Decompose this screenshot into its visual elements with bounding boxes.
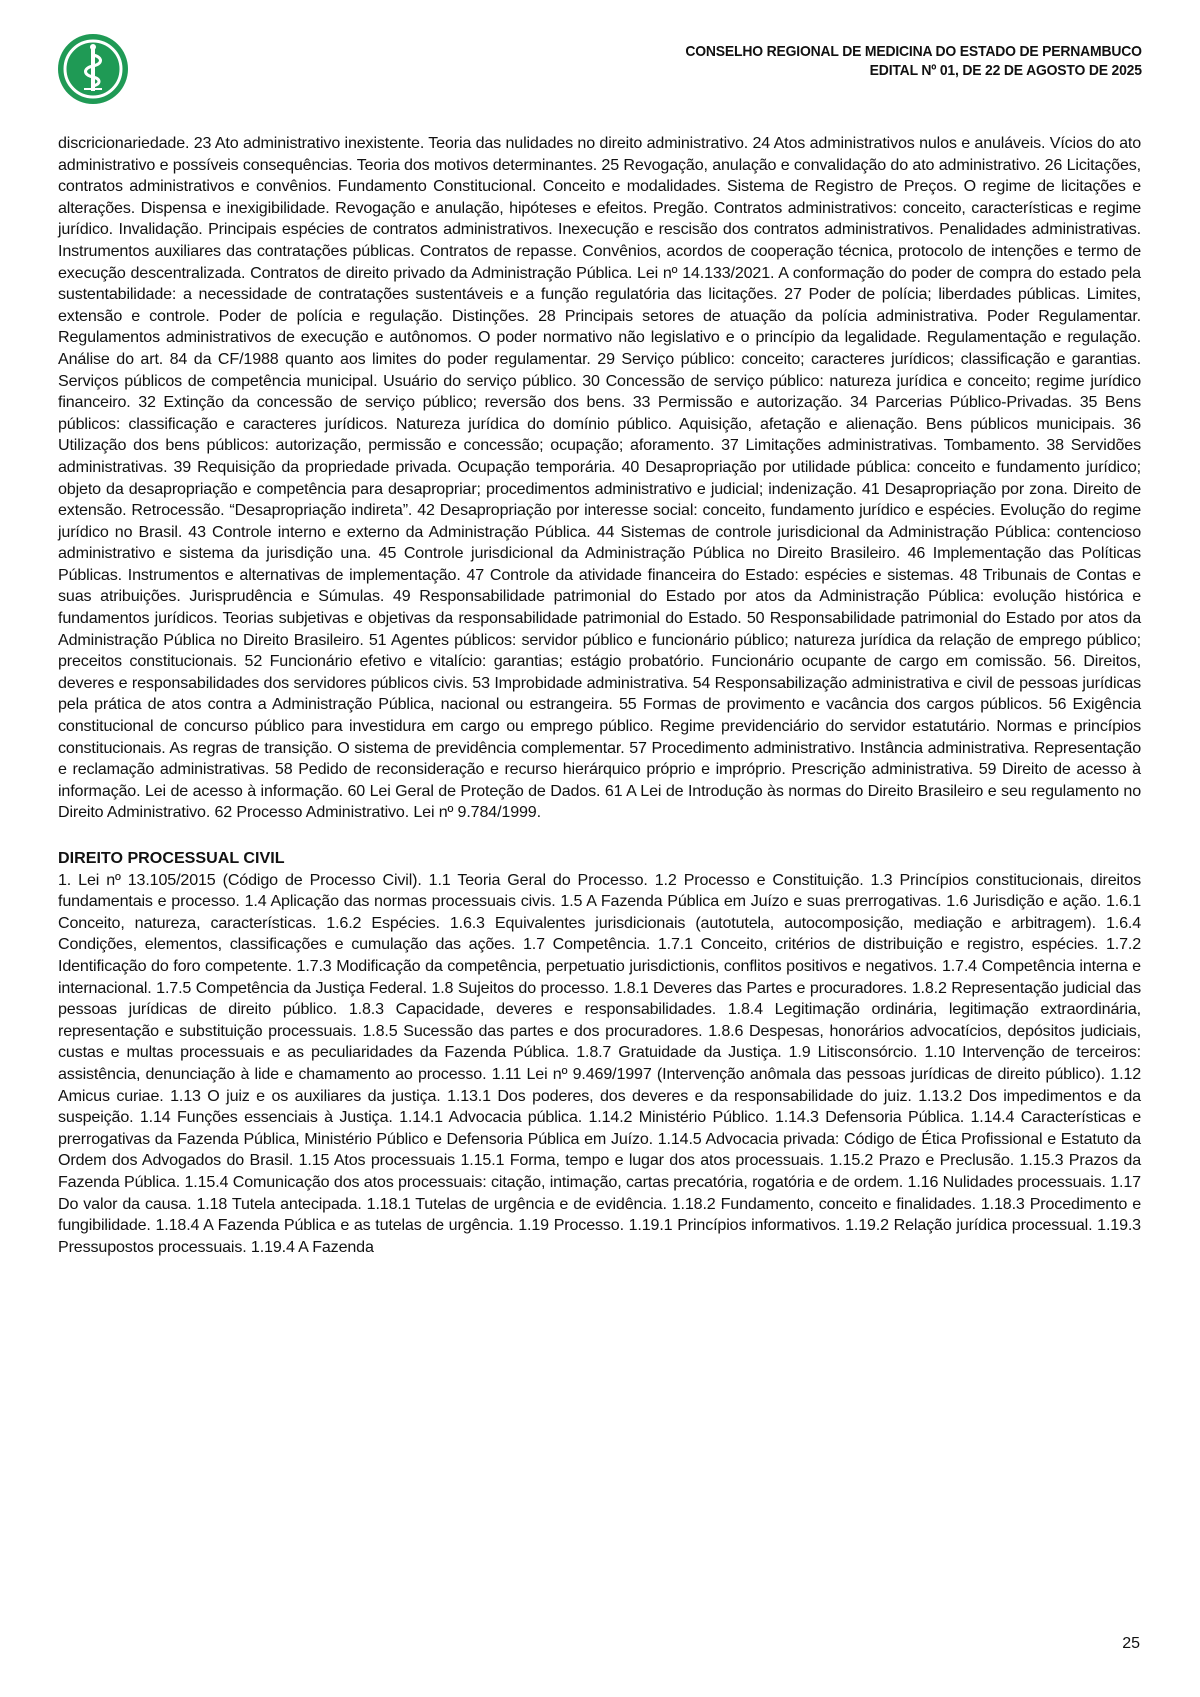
document-body (58, 133, 1141, 1258)
medical-caduceus-icon (57, 33, 129, 105)
organization-name: CONSELHO REGIONAL DE MEDICINA DO ESTADO DE PERNAMBUCO (685, 43, 1142, 60)
section-title: DIREITO PROCESSUAL CIVIL (58, 849, 285, 867)
page-number: 25 (1122, 1635, 1140, 1652)
document-header (686, 42, 1142, 80)
body-paragraph: discricionariedade. 23 Ato administrativo inexistente. Teoria das nulidades no direito administrativo. 24 Atos administrativos nulos e anuláveis. Vícios do ato administrativo e possíveis consequências. Teoria dos motivos determinantes. 25 Revogação, anulação e convalidação do ato administrativo. 26 Licitações, contratos administrativos e convênios. Fundamento Constitucional. Conceito e modalidades. Sistema de Registro de Preços. O regime de licitações e alterações. Dispensa e inexigibilidade. Revogação e anulação, hipóteses e efeitos. Pregão. Contratos administrativos: conceito, características e regime jurídico. Invalidação. Principais espécies de contratos administrativos. Inexecução e rescisão dos contratos administrativos. Penalidades administrativas. Instrumentos auxiliares das contratações públicas. Contratos de repasse. Convênios, acordos de cooperação técnica, protocolo de intenções e termo de execução descentralizada. Contratos de direito privado da Administração Pública. Lei nº 14.133/2021. A conformação do poder de compra do estado pela sustentabilidade: a necessidade de contratações sustentáveis e a função regulatória das licitações. 27 Poder de polícia; liberdades públicas. Limites, extensão e controle. Poder de polícia e regulação. Distinções. 28 Principais setores de atuação da polícia administrativa. Poder Regulamentar. Regulamentos administrativos de execução e autônomos. O poder normativo não legislativo e o princípio da legalidade. Regulamentação e regulação. Análise do art. 84 da CF/1988 quanto aos limites do poder regulamentar. 29 Serviço público: conceito; caracteres jurídicos; classificação e garantias. Serviços públicos de competência municipal. Usuário do serviço público. 30 Concessão de serviço público: natureza jurídica e conceito; regime jurídico financeiro. 32 Extinção da concessão de serviço público; reversão dos bens. 33 Permissão e autorização. 34 Parcerias Público-Privadas. 35 Bens públicos: classificação e caracteres jurídicos. Natureza jurídica do domínio público. Aquisição, afetação e alienação. Bens públicos municipais. 36 Utilização dos bens públicos: autorização, permissão e concessão; ocupação; aforamento. 37 Limitações administrativas. Tombamento. 38 Servidões administrativas. 39 Requisição da propriedade privada. Ocupação temporária. 40 Desapropriação por utilidade pública: conceito e fundamento jurídico; objeto da desapropriação e competência para desapropriar; procedimentos administrativo e judicial; indenização. 41 Desapropriação por zona. Direito de extensão. Retrocessão. “Desapropriação indireta”. 42 Desapropriação por interesse social: conceito, fundamento jurídico e espécies. Evolução do regime jurídico no Brasil. 43 Controle interno e externo da Administração Pública. 44 Sistemas de controle jurisdicional da Administração Pública: contencioso administrativo e sistema da jurisdição una. 45 Controle jurisdicional da Administração Pública no Direito Brasileiro. 46 Implementação das Políticas Públicas. Instrumentos e alternativas de implementação. 47 Controle da atividade financeira do Estado: espécies e sistemas. 48 Tribunais de Contas e suas atribuições. Jurisprudência e Súmulas. 49 Responsabilidade patrimonial do Estado por atos da Administração Pública: evolução histórica e fundamentos jurídicos. Teorias subjetivas e objetivas da responsabilidade patrimonial do Estado. 50 Responsabilidade patrimonial do Estado por atos da Administração Pública no Direito Brasileiro. 51 Agentes públicos: servidor público e funcionário público; natureza jurídica da relação de emprego público; preceitos constitucionais. 52 Funcionário efetivo e vitalício: garantias; estágio probatório. Funcionário ocupante de cargo em comissão. 56. Direitos, deveres e responsabilidades dos servidores públicos civis. 53 Improbidade administrativa. 54 Responsabilização administrativa e civil de pessoas jurídicas pela prática de atos contra a Administração Pública, nacional ou estrangeira. 55 Formas de provimento e vacância dos cargos públicos. 56 Exigência constitucional de concurso público para investidura em cargo ou emprego público. Regime previdenciário do servidor estatutário. Normas e princípios constitucionais. As regras de transição. O sistema de previdência complementar. 57 Procedimento administrativo. Instância administrativa. Representação e reclamação administrativas. 58 Pedido de reconsideração e recurso hierárquico próprio e impróprio. Prescrição administrativa. 59 Direito de acesso à informação. Lei de acesso à informação. 60 Lei Geral de Proteção de Dados. 61 A Lei de Introdução às normas do Direito Brasileiro e seu regulamento no Direito Administrativo. 62 Processo Administrativo. Lei nº 9.784/1999. (58, 134, 1141, 822)
edital-title: EDITAL Nº 01, DE 22 DE AGOSTO DE 2025 (869, 62, 1142, 79)
body-paragraph: 1. Lei nº 13.105/2015 (Código de Processo Civil). 1.1 Teoria Geral do Processo. 1.2 Processo e Constituição. 1.3 Princípios constitucionais, direitos fundamentais e processo. 1.4 Aplicação das normas processuais civis. 1.5 A Fazenda Pública em Juízo e suas prerrogativas. 1.6 Jurisdição e ação. 1.6.1 Conceito, natureza, características. 1.6.2 Espécies. 1.6.3 Equivalentes jurisdicionais (autotutela, autocomposição, mediação e arbitragem). 1.6.4 Condições, elementos, classificações e cumulação das ações. 1.7 Competência. 1.7.1 Conceito, critérios de distribuição e registro, espécies. 1.7.2 Identificação do foro competente. 1.7.3 Modificação da competência, perpetuatio jurisdictionis, conflitos positivos e negativos. 1.7.4 Competência interna e internacional. 1.7.5 Competência da Justiça Federal. 1.8 Sujeitos do processo. 1.8.1 Deveres das Partes e procuradores. 1.8.2 Representação judicial das pessoas jurídicas de direito público. 1.8.3 Capacidade, deveres e responsabilidades. 1.8.4 Legitimação ordinária, legitimação extraordinária, representação e substituição processuais. 1.8.5 Sucessão das partes e dos procuradores. 1.8.6 Despesas, honorários advocatícios, depósitos judiciais, custas e multas processuais e as peculiaridades da Fazenda Pública. 1.8.7 Gratuidade da Justiça. 1.9 Litisconsórcio. 1.10 Intervenção de terceiros: assistência, denunciação à lide e chamamento ao processo. 1.11 Lei nº 9.469/1997 (Intervenção anômala das pessoas jurídicas de direito público). 1.12 Amicus curiae. 1.13 O juiz e os auxiliares da justiça. 1.13.1 Dos poderes, dos deveres e da responsabilidade do juiz. 1.13.2 Dos impedimentos e da suspeição. 1.14 Funções essenciais à Justiça. 1.14.1 Advocacia pública. 1.14.2 Ministério Público. 1.14.3 Defensoria Pública. 1.14.4 Características e prerrogativas da Fazenda Pública, Ministério Público e Defensoria Pública em Juízo. 1.14.5 Advocacia privada: Código de Ética Profissional e Estatuto da Ordem dos Advogados do Brasil. 1.15 Atos processuais 1.15.1 Forma, tempo e lugar dos atos processuais. 1.15.2 Prazo e Preclusão. 1.15.3 Prazos da Fazenda Pública. 1.15.4 Comunicação dos atos processuais: citação, intimação, cartas precatória, rogatória e de ordem. 1.16 Nulidades processuais. 1.17 Do valor da causa. 1.18 Tutela antecipada. 1.18.1 Tutelas de urgência e de evidência. 1.18.2 Fundamento, conceito e finalidades. 1.18.3 Procedimento e fungibilidade. 1.18.4 A Fazenda Pública e as tutelas de urgência. 1.19 Processo. 1.19.1 Princípios informativos. 1.19.2 Relação jurídica processual. 1.19.3 Pressupostos processuais. 1.19.4 A Fazenda (58, 870, 1141, 1256)
